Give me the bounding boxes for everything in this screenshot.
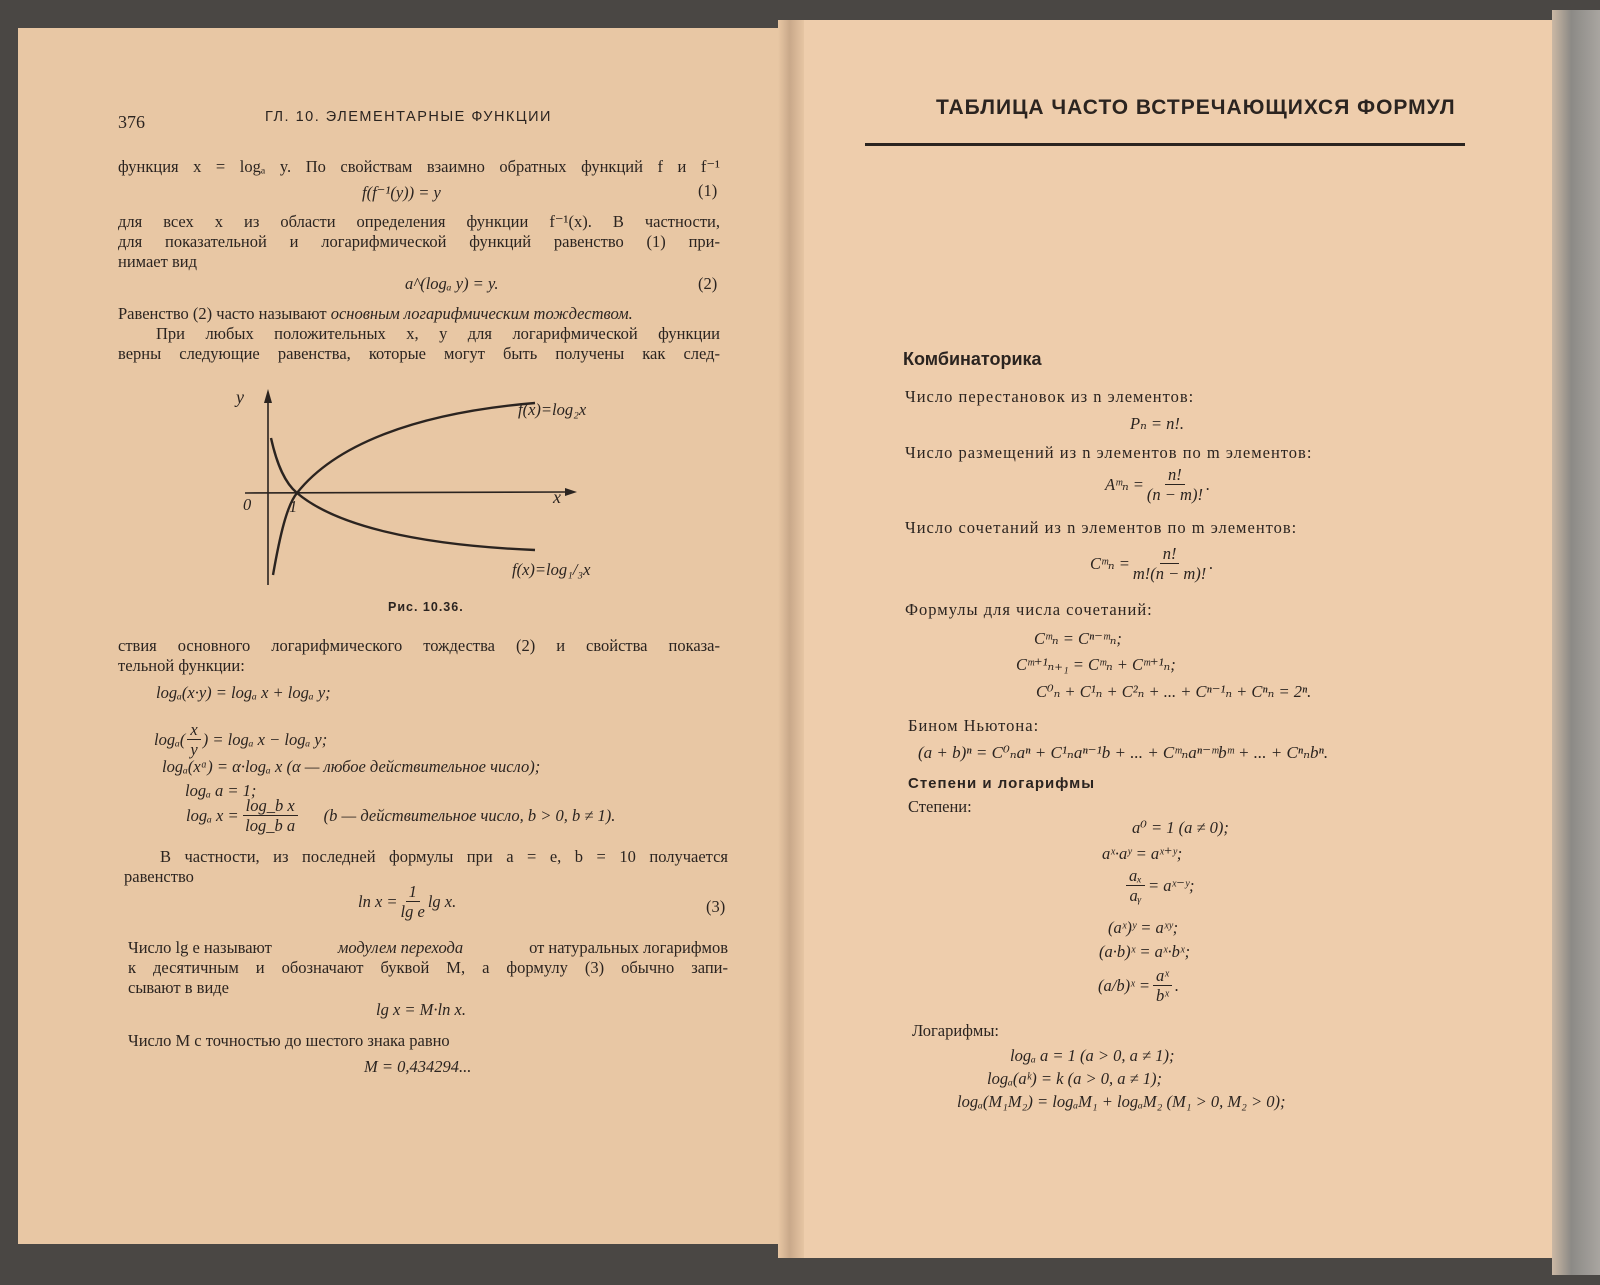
formula-part: Aᵐₙ = [1105,474,1144,494]
formula-part: logₐ x = [186,805,239,825]
fraction [243,796,298,835]
power-formula: (aˣ)ʸ = aˣʸ; [1108,918,1179,937]
numerator: n! [1160,544,1180,564]
curve-log1-3 [271,438,535,550]
x-axis-label: x [553,487,561,507]
text-line: сывают в виде [128,978,230,997]
fraction [1133,544,1206,583]
x-axis-arrow-icon [565,488,577,496]
log-property-base: logₐ a = 1; [185,781,257,800]
table-title: ТАБЛИЦА ЧАСТО ВСТРЕЧАЮЩИХСЯ ФОРМУЛ [936,96,1456,119]
text-line: к десятичным и обозначают буквой M, а формулу (3) обычно запи- [128,958,728,977]
text-line: При любых положительных x, y для логарифмической функции [156,324,720,343]
page-edges [1552,10,1600,1275]
denominator: aᵧ [1129,886,1142,905]
formula-part: = aˣ⁻ʸ; [1147,875,1195,895]
log-formula: logₐ(M₁M₂) = logₐM₁ + logₐM₂ (M₁ > 0, M₂ > 0); [957,1092,1286,1111]
x-axis [245,492,565,493]
equation-5: M = 0,434294... [364,1057,472,1076]
log-formula: logₐ a = 1 (a > 0, a ≠ 1); [1010,1046,1175,1065]
denominator: m!(n − m)! [1132,564,1207,583]
text-line: тельной функции: [118,656,245,675]
text-line: Логарифмы: [912,1021,1000,1040]
numerator: aₓ [1126,866,1145,886]
curve2-label: f(x)=log₁/₃x [512,560,591,579]
log-formula: logₐ(aᵏ) = k (a > 0, a ≠ 1); [987,1069,1163,1088]
fraction [1126,866,1145,905]
numerator: n! [1165,465,1185,485]
subsection-heading: Степени и логарифмы [908,775,1096,792]
text-line: верны следующие равенства, которые могут быть получены как след- [118,344,720,363]
curve-log2 [273,403,535,575]
tick-one-label: 1 [289,497,298,516]
power-formula: (a·b)ˣ = aˣ·bˣ; [1099,942,1191,961]
text-line: нимает вид [118,252,197,271]
combination-identity: C⁰ₙ + C¹ₙ + C²ₙ + ... + Cⁿ⁻¹ₙ + Cⁿₙ = 2ⁿ. [1036,682,1312,701]
combination-formula [1090,544,1213,583]
origin-label: 0 [243,495,252,514]
formula-part: lg x. [427,891,457,911]
numerator: x [187,720,200,740]
formula-part: Cᵐₙ = [1090,553,1130,573]
equation-1: f(f⁻¹(y)) = y [362,183,441,202]
power-formula: a⁰ = 1 (a ≠ 0); [1132,818,1229,837]
term-italic: основным логарифмическим тождеством. [330,304,633,323]
numerator: aˣ [1153,966,1172,986]
denominator: y [190,740,198,759]
book-spine [778,20,804,1258]
text-line: Формулы для числа сочетаний: [905,600,1153,619]
fraction [401,882,425,921]
y-axis-arrow-icon [264,389,272,403]
binomial-formula: (a + b)ⁿ = C⁰ₙaⁿ + C¹ₙaⁿ⁻¹b + ... + Cᵐₙaⁿ⁻ᵐbᵐ + ... + Cⁿₙbⁿ. [918,743,1329,762]
text-line: Число перестановок из n элементов: [905,387,1195,406]
formula-part: . [1209,553,1214,573]
right-page [790,20,1552,1258]
log-property-power: logₐ(xᵅ) = α·logₐ x (α — любое действительное число); [162,757,541,776]
permutation-formula: Pₙ = n!. [1130,414,1185,433]
denominator: lg e [400,902,425,921]
fraction [187,720,200,759]
equation-number: (1) [698,181,718,200]
term-italic: модулем перехода [337,938,464,957]
denominator: log_b a [245,816,296,835]
text-line [118,304,633,324]
text-line [128,938,728,958]
text-line: равенство [124,867,194,886]
title-rule [865,143,1465,146]
text-line: ствия основного логарифмического тождества (2) и свойства показа- [118,636,720,655]
equation-3 [358,882,456,921]
text-line: для всех x из области определения функции f⁻¹(x). В частности, [118,212,720,231]
text: Число lg e называют [128,938,272,957]
log-property-product: logₐ(x·y) = logₐ x + logₐ y; [156,683,331,702]
equation-number: (3) [706,897,726,916]
y-axis-label: y [236,387,244,407]
equation-4: lg x = M·ln x. [376,1000,466,1019]
combination-identity: Cᵐₙ = Cⁿ⁻ᵐₙ; [1034,629,1122,648]
log-property-quotient [154,720,327,759]
fraction [1147,465,1203,504]
text-line: функция x = logₐ y. По свойствам взаимно обратных функций f и f⁻¹ [118,157,720,176]
formula-part: ln x = [358,891,398,911]
text-line: Степени: [908,797,972,816]
section-heading: Комбинаторика [903,349,1042,369]
combination-identity: Cᵐ⁺¹ₙ₊₁ = Cᵐₙ + Cᵐ⁺¹ₙ; [1016,655,1176,674]
figure-caption: Рис. 10.36. [388,600,464,614]
page-number: 376 [118,112,145,132]
arrangement-formula [1105,465,1210,504]
fraction [1153,966,1172,1005]
text-line: Число сочетаний из n элементов по m элементов: [905,518,1298,537]
power-formula [1098,966,1179,1005]
formula-part: . [1174,975,1180,995]
curve1-label: f(x)=log₂x [518,400,587,419]
equation-number: (2) [698,274,718,293]
formula-part: ) = logₐ x − logₐ y; [202,729,328,749]
text-line: Число размещений из n элементов по m элементов: [905,443,1313,462]
text-line: Бином Ньютона: [908,716,1040,735]
formula-part: (a/b)ˣ = [1098,975,1150,995]
log-change-of-base [186,796,615,835]
text: Равенство (2) часто называют [118,304,327,323]
formula-part: . [1205,474,1211,494]
denominator: bˣ [1156,986,1169,1005]
text-line: В частности, из последней формулы при a = e, b = 10 получается [160,847,728,866]
text: от натуральных логарифмов [529,938,728,957]
formula-part: logₐ( [154,729,186,749]
running-head: ГЛ. 10. ЭЛЕМЕНТАРНЫЕ ФУНКЦИИ [265,109,552,125]
power-formula [1126,866,1195,905]
text-line: для показательной и логарифмической функций равенство (1) при- [118,232,720,251]
numerator: 1 [406,882,420,902]
text-line: Число M с точностью до шестого знака равно [128,1031,450,1050]
power-formula: aˣ·aʸ = aˣ⁺ʸ; [1102,844,1183,863]
numerator: log_b x [243,796,298,816]
equation-2: a^(logₐ y) = y. [405,274,499,293]
denominator: (n − m)! [1146,485,1203,504]
formula-part: (b — действительное число, b > 0, b ≠ 1). [323,805,616,825]
